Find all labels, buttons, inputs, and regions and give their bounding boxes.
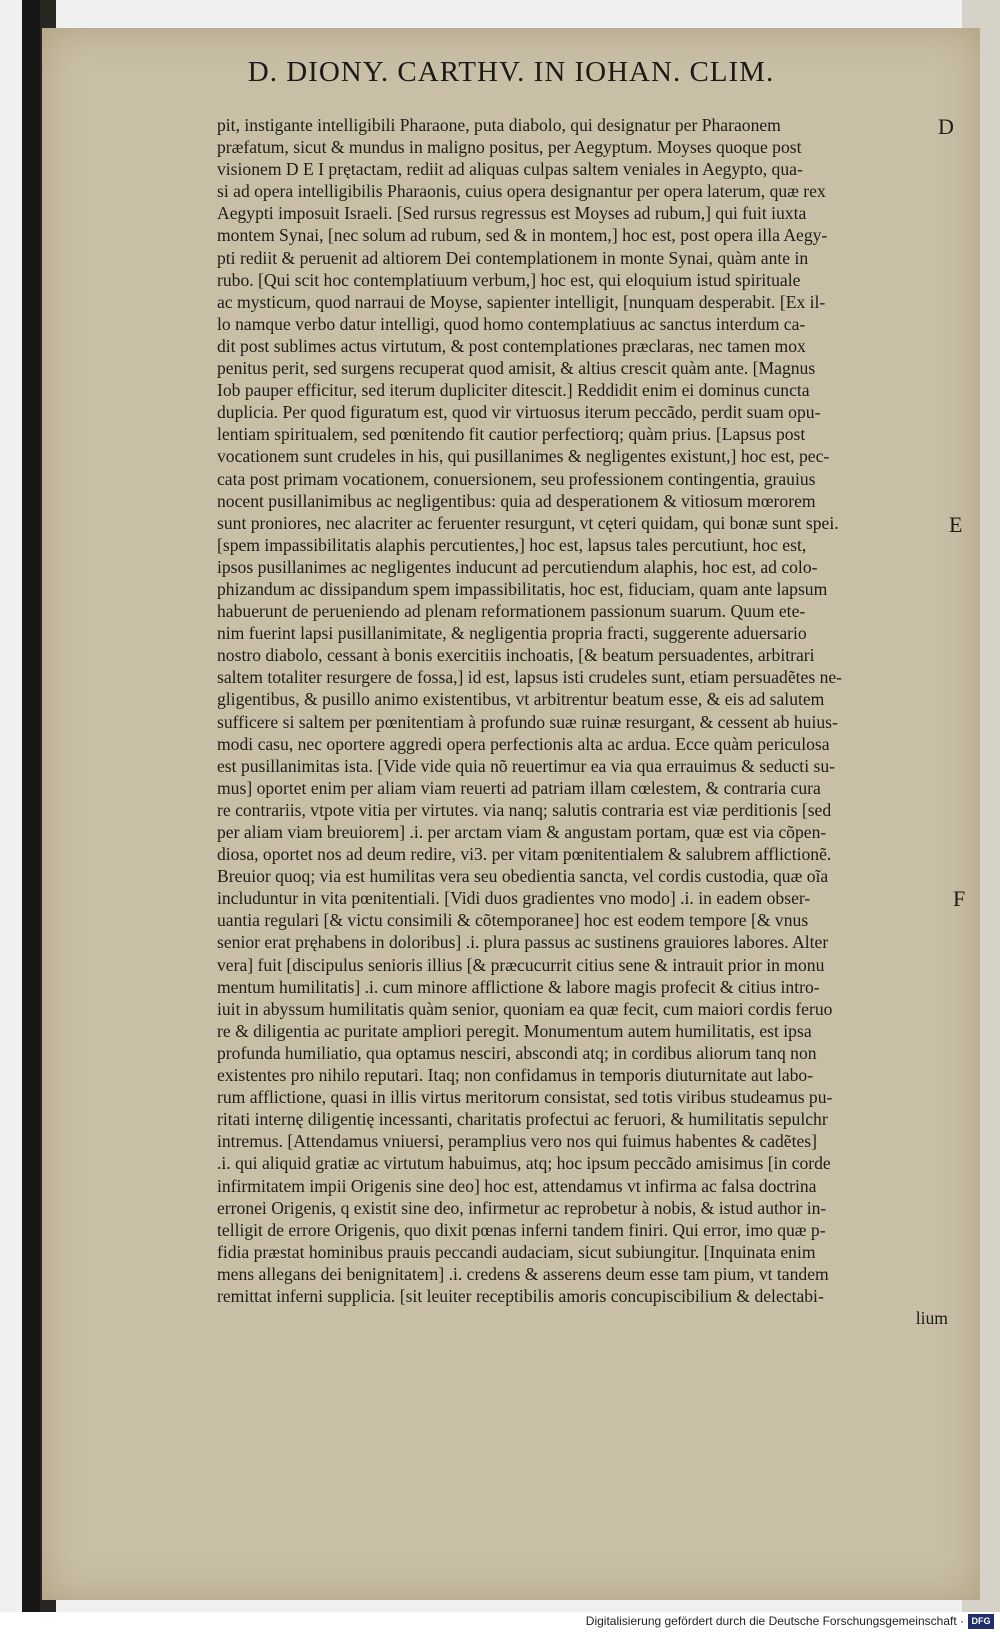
text-line: diosa, oportet nos ad deum redire, vi3. per vitam pœnitentialem & salubrem afflictionẽ.: [217, 844, 832, 865]
text-line: ritati internę diligentię incessanti, charitatis profectui ac feruori, & humilitatis sepulchr: [217, 1109, 828, 1130]
text-line: dit post sublimes actus virtutum, & post contemplationes præclaras, nec tamen mox: [217, 335, 806, 356]
margin-marker-e: E: [949, 512, 963, 537]
margin-marker-d: D: [938, 114, 954, 139]
text-line: vocationem sunt crudeles in his, qui pusillanimes & negligentes existunt,] hoc est, pec-: [217, 446, 830, 467]
text-line: per aliam viam breuiorem] .i. per arctam viam & angustam portam, quæ est via cõpen-: [217, 822, 827, 842]
text-line: modi casu, nec oportere aggredi opera perfectionis alta ac ardua. Ecce quàm periculosa: [217, 733, 830, 754]
funding-credit: Digitalisierung gefördert durch die Deutsche Forschungsgemeinschaft ·: [585, 1614, 964, 1628]
book-edge-left: [22, 0, 40, 1632]
text-line: profunda humiliatio, qua optamus nesciri, abscondi atq; in cordibus aliorum tanq non: [217, 1042, 817, 1063]
text-line: præfatum, sicut & mundus in maligno positus, per Aegyptum. Moyses quoque post: [217, 137, 802, 158]
text-line: cata post primam vocationem, conuersionem, seu professionem contingentia, grauius: [217, 468, 816, 489]
text-line: si ad opera intelligibilis Pharaonis, cuius opera designantur per opera laterum, quæ rex: [217, 181, 826, 202]
body-text: [217, 114, 962, 1329]
text-line: nim fuerint lapsi pusillanimitate, & negligentia propria fracti, suggerente aduersario: [217, 623, 807, 644]
text-line: existentes pro nihilo reputari. Itaq; non confidamus in temporis diuturnitate aut labo-: [217, 1065, 814, 1086]
catchword: lium: [915, 1308, 948, 1329]
footer-strip: [0, 1612, 1000, 1632]
text-line: uantia regulari [& victu consimili & cõtemporanee] hoc est eodem tempore [& vnus: [217, 910, 809, 931]
text-line: telligit de errore Origenis, quo dixit pœnas inferni tandem finiri. Qui error, imo quæ p-: [217, 1219, 826, 1240]
text-line: duplicia. Per quod figuratum est, quod vir virtuosus iterum peccãdo, perdit suam opu-: [217, 402, 821, 423]
text-line: saltem totaliter resurgere de fossa,] id est, lapsus isti crudeles sunt, etiam persuadẽtes ne-: [217, 667, 843, 688]
text-line: iuit in abyssum humilitatis quàm senior, quoniam ea quæ fecit, cum maiori cordis feruo: [217, 998, 833, 1019]
text-line: Iob pauper efficitur, sed iterum dupliciter ditescit.] Reddidit enim ei dominus cuncta: [217, 380, 810, 401]
text-line: montem Synai, [nec solum ad rubum, sed & in montem,] hoc est, post opera illa Aegy-: [217, 225, 828, 246]
text-line: lentiam spiritualem, sed pœnitendo fit cautior perfectiorq; quàm prius. [Lapsus post: [217, 424, 806, 445]
text-line: fidia præstat hominibus prauis peccandi audaciam, sicut subiungitur. [Inquinata enim: [217, 1241, 816, 1262]
text-line: erronei Origenis, q existit sine deo, infirmetur ac reprobetur à nobis, & istud author in-: [217, 1197, 827, 1218]
text-line: infirmitatem impii Origenis sine deo] hoc est, attendamus vt infirma ac falsa doctrina: [217, 1175, 817, 1196]
text-line: .i. qui aliquid gratiæ ac virtutum habuimus, atq; hoc ipsum peccãdo amisimus [in corde: [217, 1153, 831, 1174]
text-line: Breuior quoq; via est humilitas vera seu obedientia sancta, vel cordis custodia, quæ oĩa: [217, 866, 829, 887]
dfg-logo-icon: DFG: [968, 1614, 994, 1629]
margin-marker-f: F: [953, 886, 966, 911]
text-line: re & diligentia ac puritate ampliori peregit. Monumentum autem humilitatis, est ipsa: [217, 1020, 812, 1041]
text-line: ipsos pusillanimes ac negligentes inducunt ad percutiendum alaphis, hoc est, ad colo-: [217, 556, 818, 577]
text-line: pti rediit & peruenit ad altiorem Dei contemplationem in monte Synai, quàm ante in: [217, 247, 809, 268]
text-line: est pusillanimitas ista. [Vide vide quia nõ reuertimur ea via qua errauimus & seducti su-: [217, 755, 835, 776]
text-line: phizandum ac dissipandum spem impassibilitatis, hoc est, fiduciam, quam ante lapsum: [217, 578, 828, 599]
running-head: D. DIONY. CARTHV. IN IOHAN. CLIM.: [247, 56, 775, 88]
text-line: gligentibus, & pusillo animo existentibus, vt arbitrentur beatum esse, & eis ad salutem: [217, 689, 825, 710]
text-line: visionem D E I prętactam, rediit ad aliquas culpas saltem veniales in Aegypto, qua-: [217, 159, 803, 180]
text-line: pit, instigante intelligibili Pharaone, puta diabolo, qui designatur per Pharaonem: [217, 115, 781, 135]
text-line: mens allegans dei benignitatem] .i. credens & asserens deum esse tam pium, vt tandem: [217, 1263, 829, 1284]
text-line: sunt proniores, nec alacriter ac feruenter resurgunt, vt cęteri quidam, qui bonæ sunt spei.: [217, 512, 839, 533]
text-line: vera] fuit [discipulus senioris illius [& præcucurrit citius sene & intrauit prior in monu: [217, 954, 825, 975]
text-line: penitus perit, sed surgens recuperat quod amisit, & altius crescit quàm ante. [Magnus: [217, 358, 816, 379]
text-line: habuerunt de perueniendo ad plenam reformationem passionum suarum. Quum ete-: [217, 601, 806, 622]
text-line: mus] oportet enim per aliam viam reuerti ad patriam illam cœlestem, & contraria cura: [217, 777, 821, 798]
text-line: senior erat pręhabens in doloribus] .i. plura passus ac sustinens grauiores labores. Alter: [217, 932, 829, 953]
text-line: nostro diabolo, cessant à bonis exercitiis inchoatis, [& beatum persuadentes, arbitrari: [217, 645, 815, 666]
book-page: [42, 28, 980, 1600]
text-line: nocent pusillanimibus ac negligentibus: quia ad desperationem & vitiosum mœrorem: [217, 490, 816, 511]
text-line: Aegypti imposuit Israeli. [Sed rursus regressus est Moyses ad rubum,] qui fuit iuxta: [217, 203, 807, 224]
text-line: ac mysticum, quod narraui de Moyse, sapienter intelligit, [nunquam desperabit. [Ex il-: [217, 291, 826, 312]
text-line: sufficere si saltem per pœnitentiam à profundo suæ ruinæ resurgant, & cessent ab huius-: [217, 711, 838, 732]
text-line: remittat inferni supplicia. [sit leuiter receptibilis amoris concupiscibilium & delectabi-: [217, 1285, 824, 1306]
text-line: rum afflictione, quasi in illis virtus meritorum consistat, sed totis viribus studeamus pu-: [217, 1087, 833, 1108]
text-line: lo namque verbo datur intelligi, quod homo contemplatiuus ac sanctus interdum ca-: [217, 313, 806, 334]
text-line: mentum humilitatis] .i. cum minore afflictione & labore magis profecit & citius intro-: [217, 976, 820, 997]
text-line: includuntur in vita pœnitentiali. [Vidi duos gradientes vno modo] .i. in eadem obser-: [217, 888, 811, 909]
text-line: rubo. [Qui scit hoc contemplatiuum verbum,] hoc est, qui eloquium istud spirituale: [217, 269, 801, 290]
text-line: [spem impassibilitatis alaphis percutientes,] hoc est, lapsus tales percutiunt, hoc est,: [217, 534, 807, 555]
text-line: re contrariis, vtpote vitia per virtutes. via nanq; salutis contraria est viæ perditionis [sed: [217, 799, 832, 820]
text-line: intremus. [Attendamus vniuersi, peramplius vero nos qui fuimus habentes & cadẽtes]: [217, 1131, 818, 1152]
